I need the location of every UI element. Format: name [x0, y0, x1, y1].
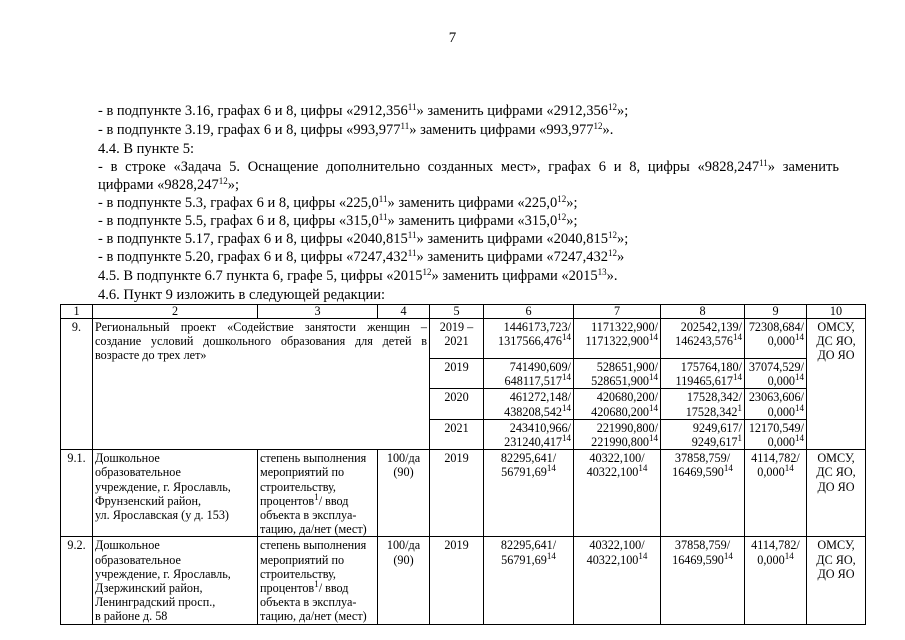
amount-cell — [661, 450, 745, 537]
amount-cell — [484, 450, 574, 537]
cell-text: 438208,542 — [504, 404, 562, 419]
column-header — [430, 305, 484, 319]
footnote-ref: 12 — [557, 212, 567, 222]
cell-text: 0,000 — [767, 334, 795, 349]
cell-text: 243410,966/ — [509, 420, 571, 435]
cell-text: ДО ЯО — [817, 566, 855, 581]
header-text: 2 — [171, 304, 179, 318]
cell-text: 420680,200 — [591, 404, 649, 419]
cell-text: 146243,576 — [675, 334, 733, 349]
paragraph-line — [98, 176, 239, 194]
cell-text: мероприятий по — [260, 465, 345, 480]
amount-cell — [484, 319, 574, 359]
cell-text: 56791,69 — [501, 552, 547, 567]
paragraph-text: ». — [602, 122, 614, 138]
column-header — [378, 305, 430, 319]
cell-text: 2019 — [444, 538, 469, 553]
footnote-ref: 14 — [546, 550, 556, 561]
amount-cell — [574, 419, 661, 449]
cell-text: 231240,417 — [504, 435, 562, 450]
amount-cell — [745, 419, 807, 449]
cell-text: 1171322,900/ — [591, 320, 658, 334]
footnote-ref: 1 — [314, 579, 319, 590]
cell-text: 1446173,723/ — [503, 320, 571, 334]
footnote-ref: 14 — [562, 372, 571, 383]
row-number — [61, 450, 93, 537]
paragraph-text: » заменить цифрами «7247,432 — [416, 249, 608, 265]
paragraph-text: » заменить цифрами «993,977 — [409, 122, 594, 138]
cell-text: 37858,759/ — [674, 451, 731, 466]
paragraph-text: » — [617, 249, 625, 265]
year-cell — [430, 537, 484, 624]
cell-text: ОМСУ, — [817, 320, 855, 334]
footnote-ref: 14 — [733, 332, 742, 343]
cell-text: 82295,641/ — [500, 538, 557, 553]
paragraph-text: »; — [617, 103, 629, 119]
paragraph-text: »; — [566, 195, 578, 211]
cell-text: учреждение, г. Ярославль, — [95, 479, 231, 494]
header-text: 1 — [73, 304, 80, 318]
footnote-ref: 12 — [608, 102, 617, 112]
cell-text: 4114,782/ — [751, 451, 800, 466]
cell-text: строительству, — [260, 566, 336, 581]
paragraph-text: 4.4. В пункте 5: — [98, 141, 194, 157]
paragraph-text: - в подпункте 5.17, графах 6 и 8, цифры «2040,815 — [98, 231, 408, 247]
paragraph-text: - в подпункте 3.19, графах 6 и 8, цифры «993,977 — [98, 122, 401, 138]
paragraph-text: ». — [606, 268, 618, 284]
cell-text: ДС ЯО, — [816, 465, 856, 480]
table-row — [61, 319, 866, 359]
paragraph-text: » заменить цифрами «315,0 — [387, 213, 558, 229]
cell-text: 648117,517 — [504, 374, 562, 389]
footnote-ref: 14 — [562, 332, 571, 343]
amount-cell — [484, 389, 574, 419]
footnote-ref: 14 — [649, 372, 658, 383]
column-header — [484, 305, 574, 319]
indicator-cell — [258, 450, 378, 537]
amount-cell — [661, 389, 745, 419]
cell-text: 0,000 — [757, 465, 785, 480]
header-text: 7 — [613, 304, 621, 318]
footnote-ref: 1 — [314, 491, 319, 502]
year-cell — [430, 319, 484, 359]
row-number — [61, 319, 93, 450]
cell-text: 175764,180/ — [680, 360, 742, 374]
object-name — [93, 537, 258, 624]
paragraph-text: »; — [617, 231, 629, 247]
amount-cell — [661, 359, 745, 389]
cell-text: тацию, да/нет (мест) — [260, 609, 367, 624]
paragraph-text: - в подпункте 5.5, графах 6 и 8, цифры «315,0 — [98, 213, 379, 229]
cell-text: 0,000 — [767, 374, 795, 389]
cell-text: 37858,759/ — [674, 538, 731, 553]
cell-text: степень выполнения — [260, 538, 367, 553]
footnote-ref: 14 — [723, 550, 733, 561]
column-header — [574, 305, 661, 319]
cell-text: 420680,200/ — [596, 390, 658, 405]
cell-text: 40322,100/ — [589, 451, 645, 466]
cell-text: степень выполнения — [260, 451, 367, 466]
paragraph-text: » заменить — [767, 159, 839, 175]
column-header — [745, 305, 807, 319]
target-cell — [378, 537, 430, 624]
cell-text: 56791,69 — [501, 465, 547, 480]
cell-text: 528651,900/ — [596, 360, 658, 374]
executor-cell — [807, 319, 866, 450]
cell-text: 16469,590 — [672, 465, 724, 480]
cell-text: учреждение, г. Ярославль, — [95, 566, 231, 581]
footnote-ref: 12 — [593, 121, 603, 131]
amount-cell — [745, 537, 807, 624]
cell-text: Дошкольное — [95, 451, 160, 466]
footnote-ref: 1 — [737, 402, 742, 413]
cell-text: мероприятий по — [260, 552, 345, 567]
footnote-ref: 14 — [784, 550, 794, 561]
footnote-ref: 14 — [649, 433, 658, 444]
cell-text: 9.2. — [67, 538, 86, 553]
cell-text: (90) — [393, 465, 414, 480]
footnote-ref: 12 — [557, 194, 567, 204]
header-row — [61, 305, 866, 319]
cell-text: / ввод — [318, 493, 349, 508]
footnote-ref: 14 — [638, 550, 648, 561]
footnote-ref: 14 — [649, 402, 658, 413]
footnote-ref: 14 — [795, 332, 804, 343]
cell-text: ул. Ярославская (у д. 153) — [95, 508, 229, 523]
paragraph-text: »; — [227, 177, 240, 193]
cell-text: 40322,100 — [586, 552, 639, 567]
header-text: 6 — [525, 304, 532, 318]
cell-text: 23063,606/ — [748, 390, 804, 405]
paragraph-line — [98, 158, 839, 176]
cell-text: 17528,342 — [685, 404, 738, 419]
footnote-ref: 14 — [562, 433, 571, 444]
header-text: 4 — [400, 304, 407, 318]
cell-text: 40322,100/ — [589, 538, 645, 553]
paragraph-text: - в подпункте 3.16, графах 6 и 8, цифры «2912,356 — [98, 103, 408, 119]
cell-text: 0,000 — [767, 404, 795, 419]
column-header — [807, 305, 866, 319]
paragraph-line — [98, 121, 613, 139]
cell-text: 4114,782/ — [751, 538, 800, 553]
paragraph-line — [98, 267, 618, 285]
cell-text: ДС ЯО, — [816, 334, 856, 349]
paragraph-line — [98, 140, 194, 158]
project-name — [93, 319, 430, 450]
cell-text: Дзержинский район, — [95, 581, 203, 596]
cell-text: 1171322,900 — [585, 334, 649, 349]
cell-text: 741490,609/ — [509, 360, 571, 374]
cell-text: 119465,617 — [675, 374, 733, 389]
footnote-ref: 11 — [407, 230, 417, 240]
cell-text: Ленинградский просп., — [95, 595, 216, 610]
paragraph-line — [98, 212, 578, 230]
footnote-ref: 14 — [795, 372, 804, 383]
cell-text: тацию, да/нет (мест) — [260, 522, 367, 537]
footnote-ref: 11 — [759, 158, 768, 168]
paragraph-text: » заменить цифрами «2040,815 — [416, 231, 608, 247]
year-cell — [430, 389, 484, 419]
cell-text: 528651,900 — [591, 374, 649, 389]
footnote-ref: 14 — [546, 463, 556, 474]
cell-text: 40322,100 — [586, 465, 639, 480]
paragraph-line — [98, 102, 628, 120]
footnote-ref: 13 — [597, 267, 607, 277]
cell-text: 2019 — [444, 360, 469, 374]
executor-cell — [807, 537, 866, 624]
amount-cell — [745, 319, 807, 359]
cell-text: 9249,617 — [691, 435, 738, 450]
footnote-ref: 11 — [378, 194, 388, 204]
amount-cell — [574, 319, 661, 359]
paragraph-line — [98, 248, 624, 266]
amount-cell — [574, 537, 661, 624]
year-cell — [430, 419, 484, 449]
header-text: 5 — [453, 304, 460, 318]
cell-text: Региональный проект «Содействие занятости женщин – создание условий дошкольного образования для детей в возрасте до трех лет» — [95, 320, 427, 363]
cell-text: 202542,139/ — [680, 320, 742, 334]
footnote-ref: 14 — [562, 402, 571, 413]
cell-text: 2019 – — [439, 320, 474, 334]
paragraph-text: » заменить цифрами «2912,356 — [416, 103, 608, 119]
header-text: 8 — [699, 304, 706, 318]
target-cell — [378, 450, 430, 537]
year-cell — [430, 450, 484, 537]
cell-text: 1317566,476 — [498, 334, 562, 349]
cell-text: 2019 — [444, 451, 469, 466]
cell-text: 72308,684/ — [748, 320, 804, 334]
cell-text: 461272,148/ — [509, 390, 571, 405]
paragraph-text: - в строке «Задача 5. Оснащение дополнительно созданных мест», графах 6 и 8, цифры «9828,247 — [98, 159, 760, 175]
amount-cell — [484, 537, 574, 624]
cell-text: объекта в эксплуа- — [260, 595, 357, 610]
cell-text: 0,000 — [767, 435, 795, 450]
paragraph-text: » заменить цифрами «225,0 — [387, 195, 558, 211]
cell-text: ОМСУ, — [817, 451, 855, 466]
cell-text: ДО ЯО — [817, 348, 855, 363]
cell-text: 37074,529/ — [748, 360, 804, 374]
amount-cell — [745, 389, 807, 419]
table-row — [61, 450, 866, 537]
amount-cell — [574, 389, 661, 419]
page-number: 7 — [448, 30, 457, 46]
cell-text: образовательное — [95, 552, 181, 567]
footnote-ref: 11 — [407, 102, 417, 112]
footnote-ref: 11 — [400, 121, 410, 131]
amount-cell — [745, 359, 807, 389]
footnote-ref: 11 — [407, 248, 417, 258]
footnote-ref: 14 — [795, 402, 804, 413]
amount-cell — [484, 359, 574, 389]
cell-text: Фрунзенский район, — [95, 493, 202, 508]
cell-text: 221990,800 — [591, 435, 649, 450]
cell-text: 2021 — [444, 334, 469, 349]
paragraph-text: 4.5. В подпункте 6.7 пункта 6, графе 5, цифры «2015 — [98, 268, 423, 284]
table-row — [61, 537, 866, 624]
paragraph-text: 4.6. Пункт 9 изложить в следующей редакции: — [98, 287, 386, 303]
footnote-ref: 12 — [422, 267, 432, 277]
indicator-cell — [258, 537, 378, 624]
cell-text: объекта в эксплуа- — [260, 508, 357, 523]
footnote-ref: 12 — [218, 176, 228, 186]
cell-text: 9.1. — [67, 451, 86, 466]
paragraph-line — [98, 286, 385, 304]
footnote-ref: 12 — [608, 230, 617, 240]
cell-text: 100/да — [386, 538, 421, 553]
header-text: 9 — [772, 304, 779, 318]
column-header — [61, 305, 93, 319]
paragraph-line — [98, 194, 578, 212]
paragraph-text: - в подпункте 5.3, графах 6 и 8, цифры «225,0 — [98, 195, 379, 211]
footnote-ref: 12 — [608, 248, 617, 258]
cell-text: 9. — [71, 320, 82, 334]
cell-text: ДС ЯО, — [816, 552, 856, 567]
cell-text: (90) — [393, 552, 414, 567]
header-text: 3 — [314, 304, 321, 318]
paragraph-text: цифрами «9828,247 — [98, 177, 219, 193]
executor-cell — [807, 450, 866, 537]
amount-cell — [484, 419, 574, 449]
paragraph-text: » заменить цифрами «2015 — [431, 268, 598, 284]
footnote-ref: 1 — [737, 433, 742, 444]
cell-text: ОМСУ, — [817, 538, 855, 553]
cell-text: ДО ЯО — [817, 479, 855, 494]
cell-text: 2020 — [444, 390, 469, 405]
footnote-ref: 14 — [638, 463, 648, 474]
cell-text: 17528,342/ — [686, 390, 742, 405]
cell-text: 16469,590 — [672, 552, 724, 567]
footnote-ref: 14 — [649, 332, 658, 343]
paragraph-line — [98, 230, 628, 248]
paragraph-text: - в подпункте 5.20, графах 6 и 8, цифры «7247,432 — [98, 249, 408, 265]
cell-text: процентов — [260, 493, 315, 508]
header-text: 10 — [829, 304, 843, 318]
cell-text: процентов — [260, 581, 315, 596]
amount-cell — [661, 537, 745, 624]
column-header — [661, 305, 745, 319]
footnote-ref: 14 — [733, 372, 742, 383]
cell-text: строительству, — [260, 479, 336, 494]
cell-text: образовательное — [95, 465, 181, 480]
cell-text: / ввод — [318, 581, 349, 596]
program-table — [60, 304, 866, 625]
amount-cell — [661, 419, 745, 449]
amount-cell — [574, 450, 661, 537]
footnote-ref: 14 — [723, 463, 733, 474]
cell-text: 100/да — [386, 451, 421, 466]
column-header — [258, 305, 378, 319]
cell-text: 9249,617/ — [692, 420, 742, 435]
column-header — [93, 305, 258, 319]
footnote-ref: 11 — [378, 212, 388, 222]
cell-text: 12170,549/ — [748, 420, 804, 435]
cell-text: 0,000 — [757, 552, 785, 567]
cell-text: Дошкольное — [95, 538, 160, 553]
amount-cell — [661, 319, 745, 359]
footnote-ref: 14 — [784, 463, 794, 474]
object-name — [93, 450, 258, 537]
row-number — [61, 537, 93, 624]
amount-cell — [574, 359, 661, 389]
cell-text: в районе д. 58 — [95, 609, 168, 624]
year-cell — [430, 359, 484, 389]
cell-text: 2021 — [444, 420, 469, 435]
footnote-ref: 14 — [795, 433, 804, 444]
cell-text: 82295,641/ — [500, 451, 557, 466]
cell-text: 221990,800/ — [596, 420, 658, 435]
amount-cell — [745, 450, 807, 537]
paragraph-text: »; — [566, 213, 578, 229]
